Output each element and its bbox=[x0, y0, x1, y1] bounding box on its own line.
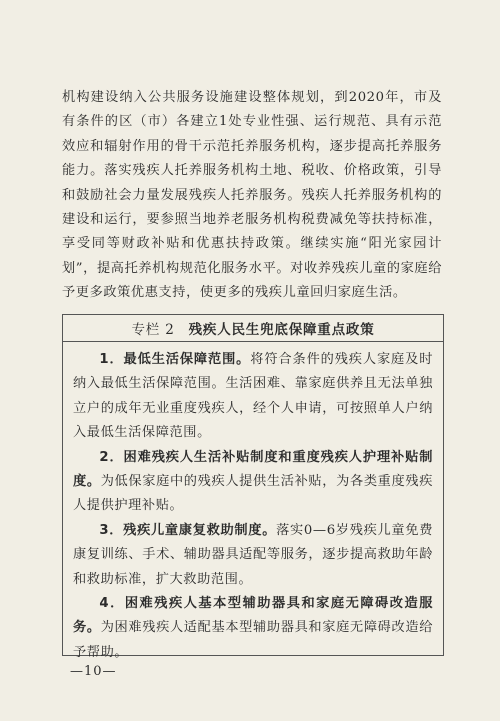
policy-item bbox=[73, 446, 433, 519]
policy-box-title: 残疾人民生兜底保障重点政策 bbox=[188, 322, 375, 338]
policy-item-lead: 1．最低生活保障范围。 bbox=[99, 352, 251, 367]
policy-item-lead: 4．困难残疾人基本型辅助器具和家庭无障碍改造服务。 bbox=[73, 596, 433, 636]
policy-item bbox=[73, 592, 433, 665]
policy-box-label: 专栏 2 bbox=[131, 322, 175, 338]
policy-list bbox=[63, 342, 443, 665]
policy-box-header bbox=[63, 315, 443, 342]
policy-item-text: 将符合条件的残疾人家庭及时纳入最低生活保障范围。生活困难、靠家庭供养且无法单独立户的成年无业重度残疾人，经个人申请，可按照单人户纳入最低生活保障范围。 bbox=[73, 352, 433, 441]
policy-box bbox=[62, 314, 444, 660]
policy-item bbox=[73, 348, 433, 446]
policy-item-lead: 3．残疾儿童康复救助制度。 bbox=[99, 522, 277, 538]
body-paragraph-text: 机构建设纳入公共服务设施建设整体规划，到2020年，市及有条件的区（市）各建立1处专业性强、运行规范、具有示范效应和辐射作用的骨干示范托养服务机构，逐步提高托养服务能力。落实残疾人托养服务机构土地、税收、价格政策，引导和鼓励社会力量发展残疾人托养服务。残疾人托养服务机构的建设和运行，要参照当地养老服务机构税费减免等扶持标准，享受同等财政补贴和优惠扶持政策。继续实施“阳光家园计划”，提高托养机构规范化服务水平。对收养残疾儿童的家庭给予更多政策优惠支持，使更多的残疾儿童回归家庭生活。 bbox=[62, 90, 442, 301]
policy-item-text: 为低保家庭中的残疾人提供生活补贴，为各类重度残疾人提供护理补贴。 bbox=[73, 474, 433, 514]
policy-item-text: 落实0—6岁残疾儿童免费康复训练、手术、辅助器具适配等服务，逐步提高救助年龄和救助标准，扩大救助范围。 bbox=[73, 522, 433, 587]
page-number: —10— bbox=[70, 664, 117, 679]
policy-item bbox=[73, 519, 433, 592]
policy-item-lead: 2．困难残疾人生活补贴制度和重度残疾人护理补贴制度。 bbox=[73, 449, 433, 490]
policy-item-text: 为困难残疾人适配基本型辅助器具和家庭无障碍改造给予帮助。 bbox=[73, 620, 433, 660]
body-paragraph bbox=[62, 86, 442, 306]
